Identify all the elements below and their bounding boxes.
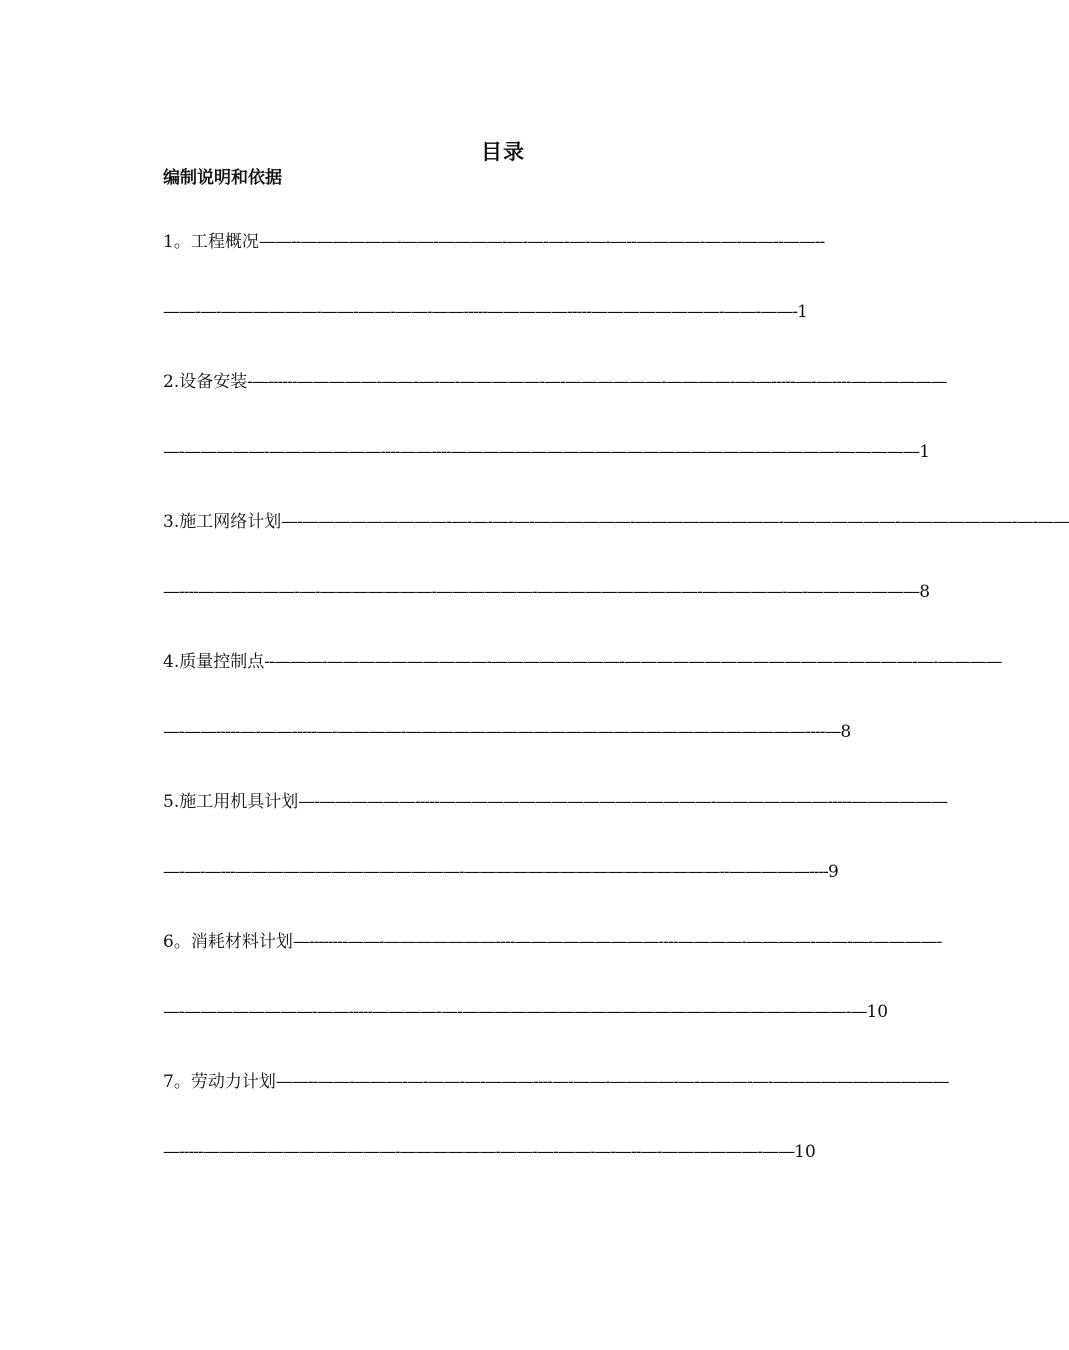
toc-entry-4-page: 8 xyxy=(840,722,852,742)
toc-entry-6-leader-2: —-————————-——-----————-—-————————————————————————-— xyxy=(163,1002,867,1022)
toc-entry-3-line-2[interactable] xyxy=(163,580,931,604)
toc-entry-4-leader-1: --———-——————————-————————-——————————————————-—-———— xyxy=(264,652,1002,672)
toc-subtitle: 编制说明和依据 xyxy=(163,168,282,188)
toc-entry-2-page: 1 xyxy=(919,442,931,462)
toc-entry-6-page: 10 xyxy=(866,1002,889,1022)
toc-entry-3-leader-1: —-—————————-—-—-—-—-——————-—————————-———————-———————-—-—— xyxy=(281,512,1069,532)
toc-entry-3-line-1[interactable] xyxy=(163,510,1069,534)
toc-entry-4-label: 4.质量控制点 xyxy=(163,652,265,672)
toc-entry-7-leader-1: ——--——-———-—-——-—-———----—-——-————-—-———-—-——————————— xyxy=(275,1072,949,1092)
toc-entry-1-line-1[interactable] xyxy=(163,230,839,254)
toc-entry-7-label: 7。劳动力计划 xyxy=(163,1072,276,1092)
toc-entry-4-leader-2: —-——-----—-——-----—-————-—————————————————————————----— xyxy=(163,722,841,742)
toc-entry-2-leader-2: —-—————-———————----——----————————————————————————-————— xyxy=(163,442,920,462)
toc-entry-2-line-2[interactable] xyxy=(163,440,931,464)
toc-entry-2-line-1[interactable] xyxy=(163,370,947,394)
toc-entry-5-line-1[interactable] xyxy=(163,790,948,814)
toc-entry-2-label: 2.设备安装 xyxy=(163,372,248,392)
toc-entry-7-line-1[interactable] xyxy=(163,1070,949,1094)
toc-entry-1-leader-2: ——-—-——————-——-——-——-——-----—————-----————————-——-——- xyxy=(163,302,798,322)
toc-entry-4-line-2[interactable] xyxy=(163,720,852,744)
toc-entry-5-leader-2: —-—-—---——————————————-————————————————--—————---- xyxy=(163,862,828,882)
toc-entry-2-leader-1: -—------—————-——-—-—-—————-—-——————-————-—-—-----—-—----—————— xyxy=(247,372,947,392)
toc-entry-7-line-2[interactable] xyxy=(163,1140,816,1164)
toc-entry-5-leader-1: —-——————-----—————————————————-———————-----—————— xyxy=(298,792,948,812)
toc-entry-5-line-2[interactable] xyxy=(163,860,839,884)
toc-entry-6-label: 6。消耗材料计划 xyxy=(163,932,293,952)
toc-entry-6-leader-1: —--------——-———————----—————————----————-————-——-—-————- xyxy=(292,932,942,952)
toc-entry-7-leader-2: —-----————————————-——————-——-—-——-—-—--—-——————-—— xyxy=(163,1142,795,1162)
toc-entry-6-line-1[interactable] xyxy=(163,930,942,954)
toc-entry-7-page: 10 xyxy=(794,1142,816,1162)
toc-entry-1-leader-1: ——--——————-——-————-—-—-—-—-—-—--————-——-——--——-- xyxy=(258,232,825,252)
toc-entry-6-line-2[interactable] xyxy=(163,1000,889,1024)
toc-entry-3-page: 8 xyxy=(919,582,931,602)
toc-entry-1-label: 1。工程概况 xyxy=(163,232,259,252)
toc-entry-1-page: 1 xyxy=(797,302,808,322)
toc-entry-1-line-2[interactable] xyxy=(163,300,808,324)
toc-entry-5-label: 5.施工用机具计划 xyxy=(163,792,299,812)
toc-entry-5-page: 9 xyxy=(827,862,839,882)
toc-entry-3-leader-2: —----——————-—-———————-——————-——————————-—————-—-——————— xyxy=(163,582,920,602)
toc-entry-3-label: 3.施工网络计划 xyxy=(163,512,282,532)
toc-entry-4-line-1[interactable] xyxy=(163,650,1002,674)
toc-title: 目录 xyxy=(481,140,525,164)
